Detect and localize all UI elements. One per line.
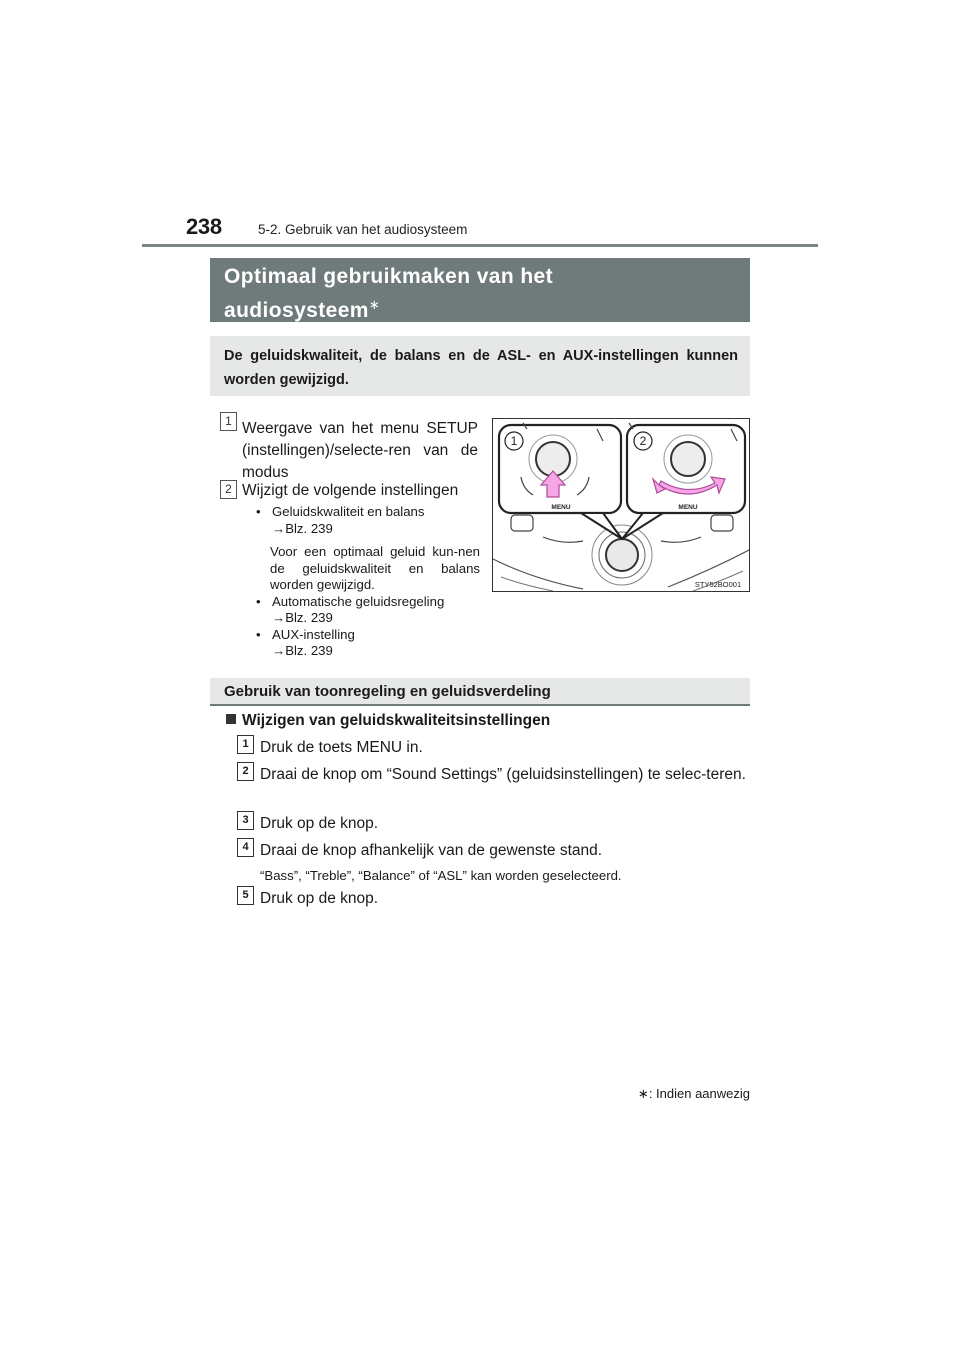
- step-1-text: Druk de toets MENU in.: [260, 739, 423, 756]
- bullet: •: [256, 593, 261, 609]
- title-marker: ∗: [368, 297, 381, 312]
- knob-illustration: [493, 419, 750, 592]
- header-rule: [142, 244, 818, 247]
- subsection-title: Gebruik van toonregeling en geluidsverdeling: [210, 678, 750, 706]
- step-4-text: Draai de knop afhankelijk van de gewenste stand.: [260, 842, 603, 859]
- step-number-2: 2: [237, 762, 254, 781]
- list-item: [258, 504, 480, 537]
- figure-label-1: 1: [510, 434, 518, 448]
- step-number-3: 3: [237, 811, 254, 830]
- subsection-heading-text: Wijzigen van geluidskwaliteitsinstellingen: [242, 712, 551, 729]
- list-item: [258, 627, 480, 660]
- balance-note: Voor een optimaal geluid kun-nen de geluidskwaliteit en balans worden gewijzigd.: [270, 544, 480, 592]
- step-number-5: 5: [237, 886, 254, 905]
- step-4-note: “Bass”, “Treble”, “Balance” of “ASL” kan worden geselecteerd.: [260, 868, 622, 883]
- page-reference: →Blz. 239: [272, 520, 333, 536]
- section-header: 5-2. Gebruik van het audiosysteem: [258, 222, 468, 237]
- figure-label-2: 2: [639, 434, 647, 448]
- title-line-1: Optimaal gebruikmaken van het: [224, 265, 554, 288]
- bullet: •: [256, 504, 261, 519]
- intro-box: De geluidskwaliteit, de balans en de ASL- en AUX-instellingen kunnen worden gewijzigd.: [210, 336, 750, 396]
- audio-control-figure: [492, 418, 750, 592]
- page-reference: →Blz. 239: [272, 643, 333, 658]
- bullet: •: [256, 626, 261, 642]
- list-item-label: AUX-instelling: [272, 626, 355, 642]
- step-5-text: Druk op de knop.: [260, 890, 379, 907]
- list-item-label: Geluidskwaliteit en balans: [272, 504, 425, 519]
- page-reference: →Blz. 239: [272, 610, 333, 625]
- footnote: ∗: Indien aanwezig: [637, 1086, 750, 1101]
- page-title: [210, 258, 750, 322]
- callout-2-text: Wijzigt de volgende instellingen: [242, 482, 459, 499]
- step-number-1: 1: [237, 735, 254, 754]
- list-item: [258, 594, 480, 627]
- page-number: 238: [186, 214, 222, 239]
- menu-label-left: MENU: [551, 504, 571, 511]
- callout-1-text: Weergave van het menu SETUP (instellingen)/selecte-ren van de modus: [242, 420, 478, 481]
- square-bullet-icon: [226, 714, 236, 724]
- title-line-2: [224, 291, 736, 325]
- step-3-text: Druk op de knop.: [260, 815, 379, 832]
- list-item-label: Automatische geluidsregeling: [272, 593, 445, 609]
- menu-label-right: MENU: [678, 504, 698, 511]
- settings-list: [258, 504, 480, 660]
- step-2-text: Draai de knop om “Sound Settings” (geluidsinstellingen) te selec-teren.: [260, 766, 746, 783]
- title-line-2-text: audiosysteem: [224, 299, 369, 322]
- subsection-heading: [226, 712, 550, 730]
- callout-number-2: 2: [220, 480, 237, 499]
- callout-number-1: 1: [220, 412, 237, 431]
- step-number-4: 4: [237, 838, 254, 857]
- figure-code: STY52BO001: [694, 580, 742, 589]
